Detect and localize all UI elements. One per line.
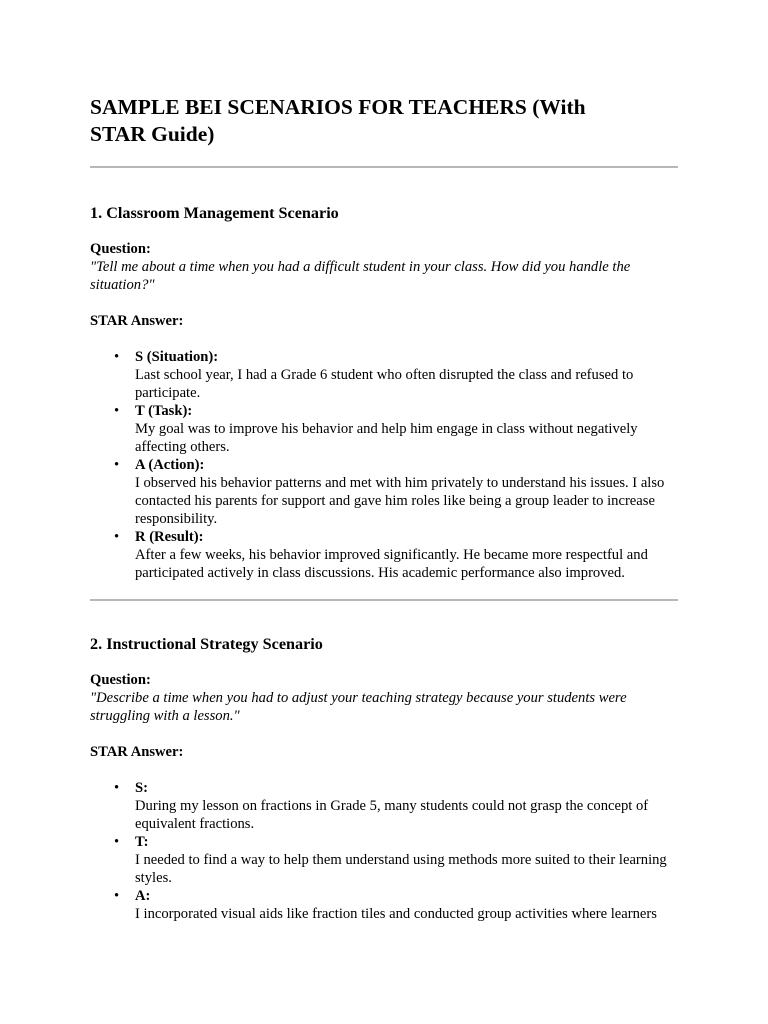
list-item <box>114 402 678 456</box>
list-item <box>114 833 678 887</box>
question-label: Question: <box>90 241 151 257</box>
item-heading: R (Result): <box>135 529 204 545</box>
list-item <box>114 528 678 582</box>
bullet-icon: • <box>114 529 120 545</box>
item-heading: A: <box>135 888 151 904</box>
list-item <box>114 348 678 402</box>
list-item <box>114 456 678 528</box>
item-text: During my lesson on fractions in Grade 5, many students could not grasp the concept of equivalent fractions. <box>135 798 649 832</box>
section-classroom-management <box>90 203 678 582</box>
item-text: After a few weeks, his behavior improved significantly. He became more respectful and participated actively in class discussions. His academic performance also improved. <box>135 547 648 581</box>
item-heading: T: <box>135 834 149 850</box>
question-label: Question: <box>90 672 151 688</box>
section-divider <box>90 599 678 601</box>
star-answer-label: STAR Answer: <box>90 744 184 760</box>
question-block <box>90 671 678 725</box>
section-instructional-strategy <box>90 634 678 923</box>
item-heading: T (Task): <box>135 403 193 419</box>
item-heading: S: <box>135 780 148 796</box>
star-list <box>90 348 678 582</box>
bullet-icon: • <box>114 403 120 419</box>
title-divider <box>90 166 678 168</box>
question-block <box>90 240 678 294</box>
question-text: "Describe a time when you had to adjust your teaching strategy because your students were struggling with a lesson." <box>90 690 627 724</box>
bullet-icon: • <box>114 349 120 365</box>
bullet-icon: • <box>114 888 120 904</box>
item-heading: A (Action): <box>135 457 205 473</box>
star-list <box>90 779 678 923</box>
bullet-icon: • <box>114 834 120 850</box>
item-text: Last school year, I had a Grade 6 student who often disrupted the class and refused to participate. <box>135 367 634 401</box>
section-heading: 1. Classroom Management Scenario <box>90 204 339 222</box>
section-heading: 2. Instructional Strategy Scenario <box>90 635 323 653</box>
question-text: "Tell me about a time when you had a difficult student in your class. How did you handle the situation?" <box>90 259 631 293</box>
star-answer-label: STAR Answer: <box>90 313 184 329</box>
item-text: I needed to find a way to help them understand using methods more suited to their learning styles. <box>135 852 667 886</box>
list-item <box>114 779 678 833</box>
item-text: I incorporated visual aids like fraction tiles and conducted group activities where learners <box>135 906 657 922</box>
document-title: SAMPLE BEI SCENARIOS FOR TEACHERS (With STAR Guide) <box>90 95 586 146</box>
list-item <box>114 887 678 923</box>
item-text: My goal was to improve his behavior and help him engage in class without negatively affecting others. <box>135 421 638 455</box>
bullet-icon: • <box>114 457 120 473</box>
bullet-icon: • <box>114 780 120 796</box>
item-heading: S (Situation): <box>135 349 219 365</box>
item-text: I observed his behavior patterns and met with him privately to understand his issues. I also contacted his parents for support and gave him roles like being a group leader to increase responsibility. <box>135 475 665 527</box>
